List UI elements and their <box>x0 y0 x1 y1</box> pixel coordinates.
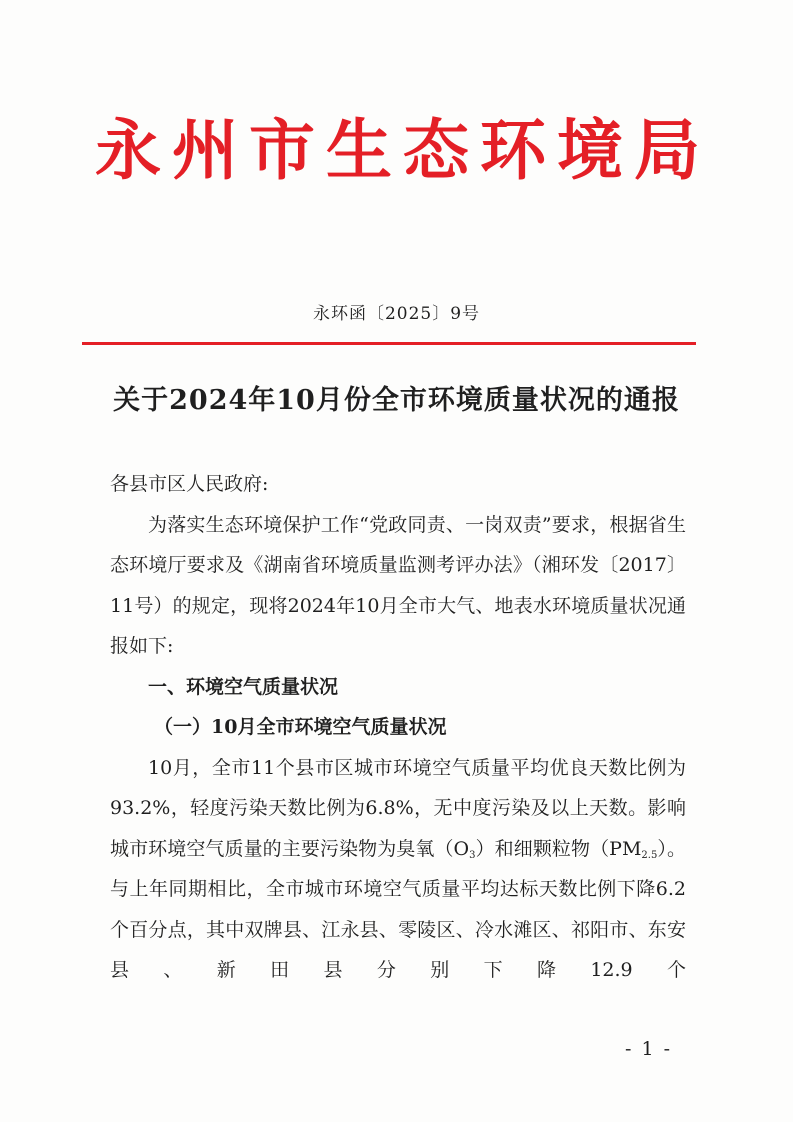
issuer-name: 永州市生态环境局 <box>95 112 711 189</box>
paragraph-text-part2: ）和细颗粒物（PM <box>475 837 642 860</box>
subsection-heading: （一）10月全市环境空气质量状况 <box>154 716 447 738</box>
document-title: 关于2024年10月份全市环境质量状况的通报 <box>113 385 680 416</box>
addressee: 各县市区人民政府: <box>110 473 269 495</box>
pm-subscript: 2.5 <box>641 849 658 861</box>
document-number: 永环函〔2025〕9号 <box>312 304 481 324</box>
ozone-subscript: 3 <box>469 849 476 861</box>
paragraph-text-part3: ）。与上年同期相比，全市城市环境空气质量平均达标天数比例下降6.2个百分点，其中双牌县、江永县、零陵区、冷水滩区、祁阳市、东安县、新田县分别下降12.9个 <box>110 837 686 981</box>
page-number: - 1 - <box>625 1038 673 1060</box>
red-divider-line <box>82 342 696 345</box>
intro-paragraph: 为落实生态环境保护工作“党政同责、一岗双责”要求，根据省生态环境厅要求及《湖南省环境质量监测考评办法》（湘环发〔2017〕11号）的规定，现将2024年10月全市大气、地表水环境质量状况通报如下: <box>110 513 686 657</box>
document-body <box>110 464 686 991</box>
section-heading: 一、环境空气质量状况 <box>148 675 339 698</box>
air-quality-paragraph <box>110 748 686 991</box>
paragraph-text-part1: 10月，全市11个县市区城市环境空气质量平均优良天数比例为93.2%，轻度污染天数比例为6.8%，无中度污染及以上天数。影响城市环境空气质量的主要污染物为臭氧（O <box>110 756 686 860</box>
